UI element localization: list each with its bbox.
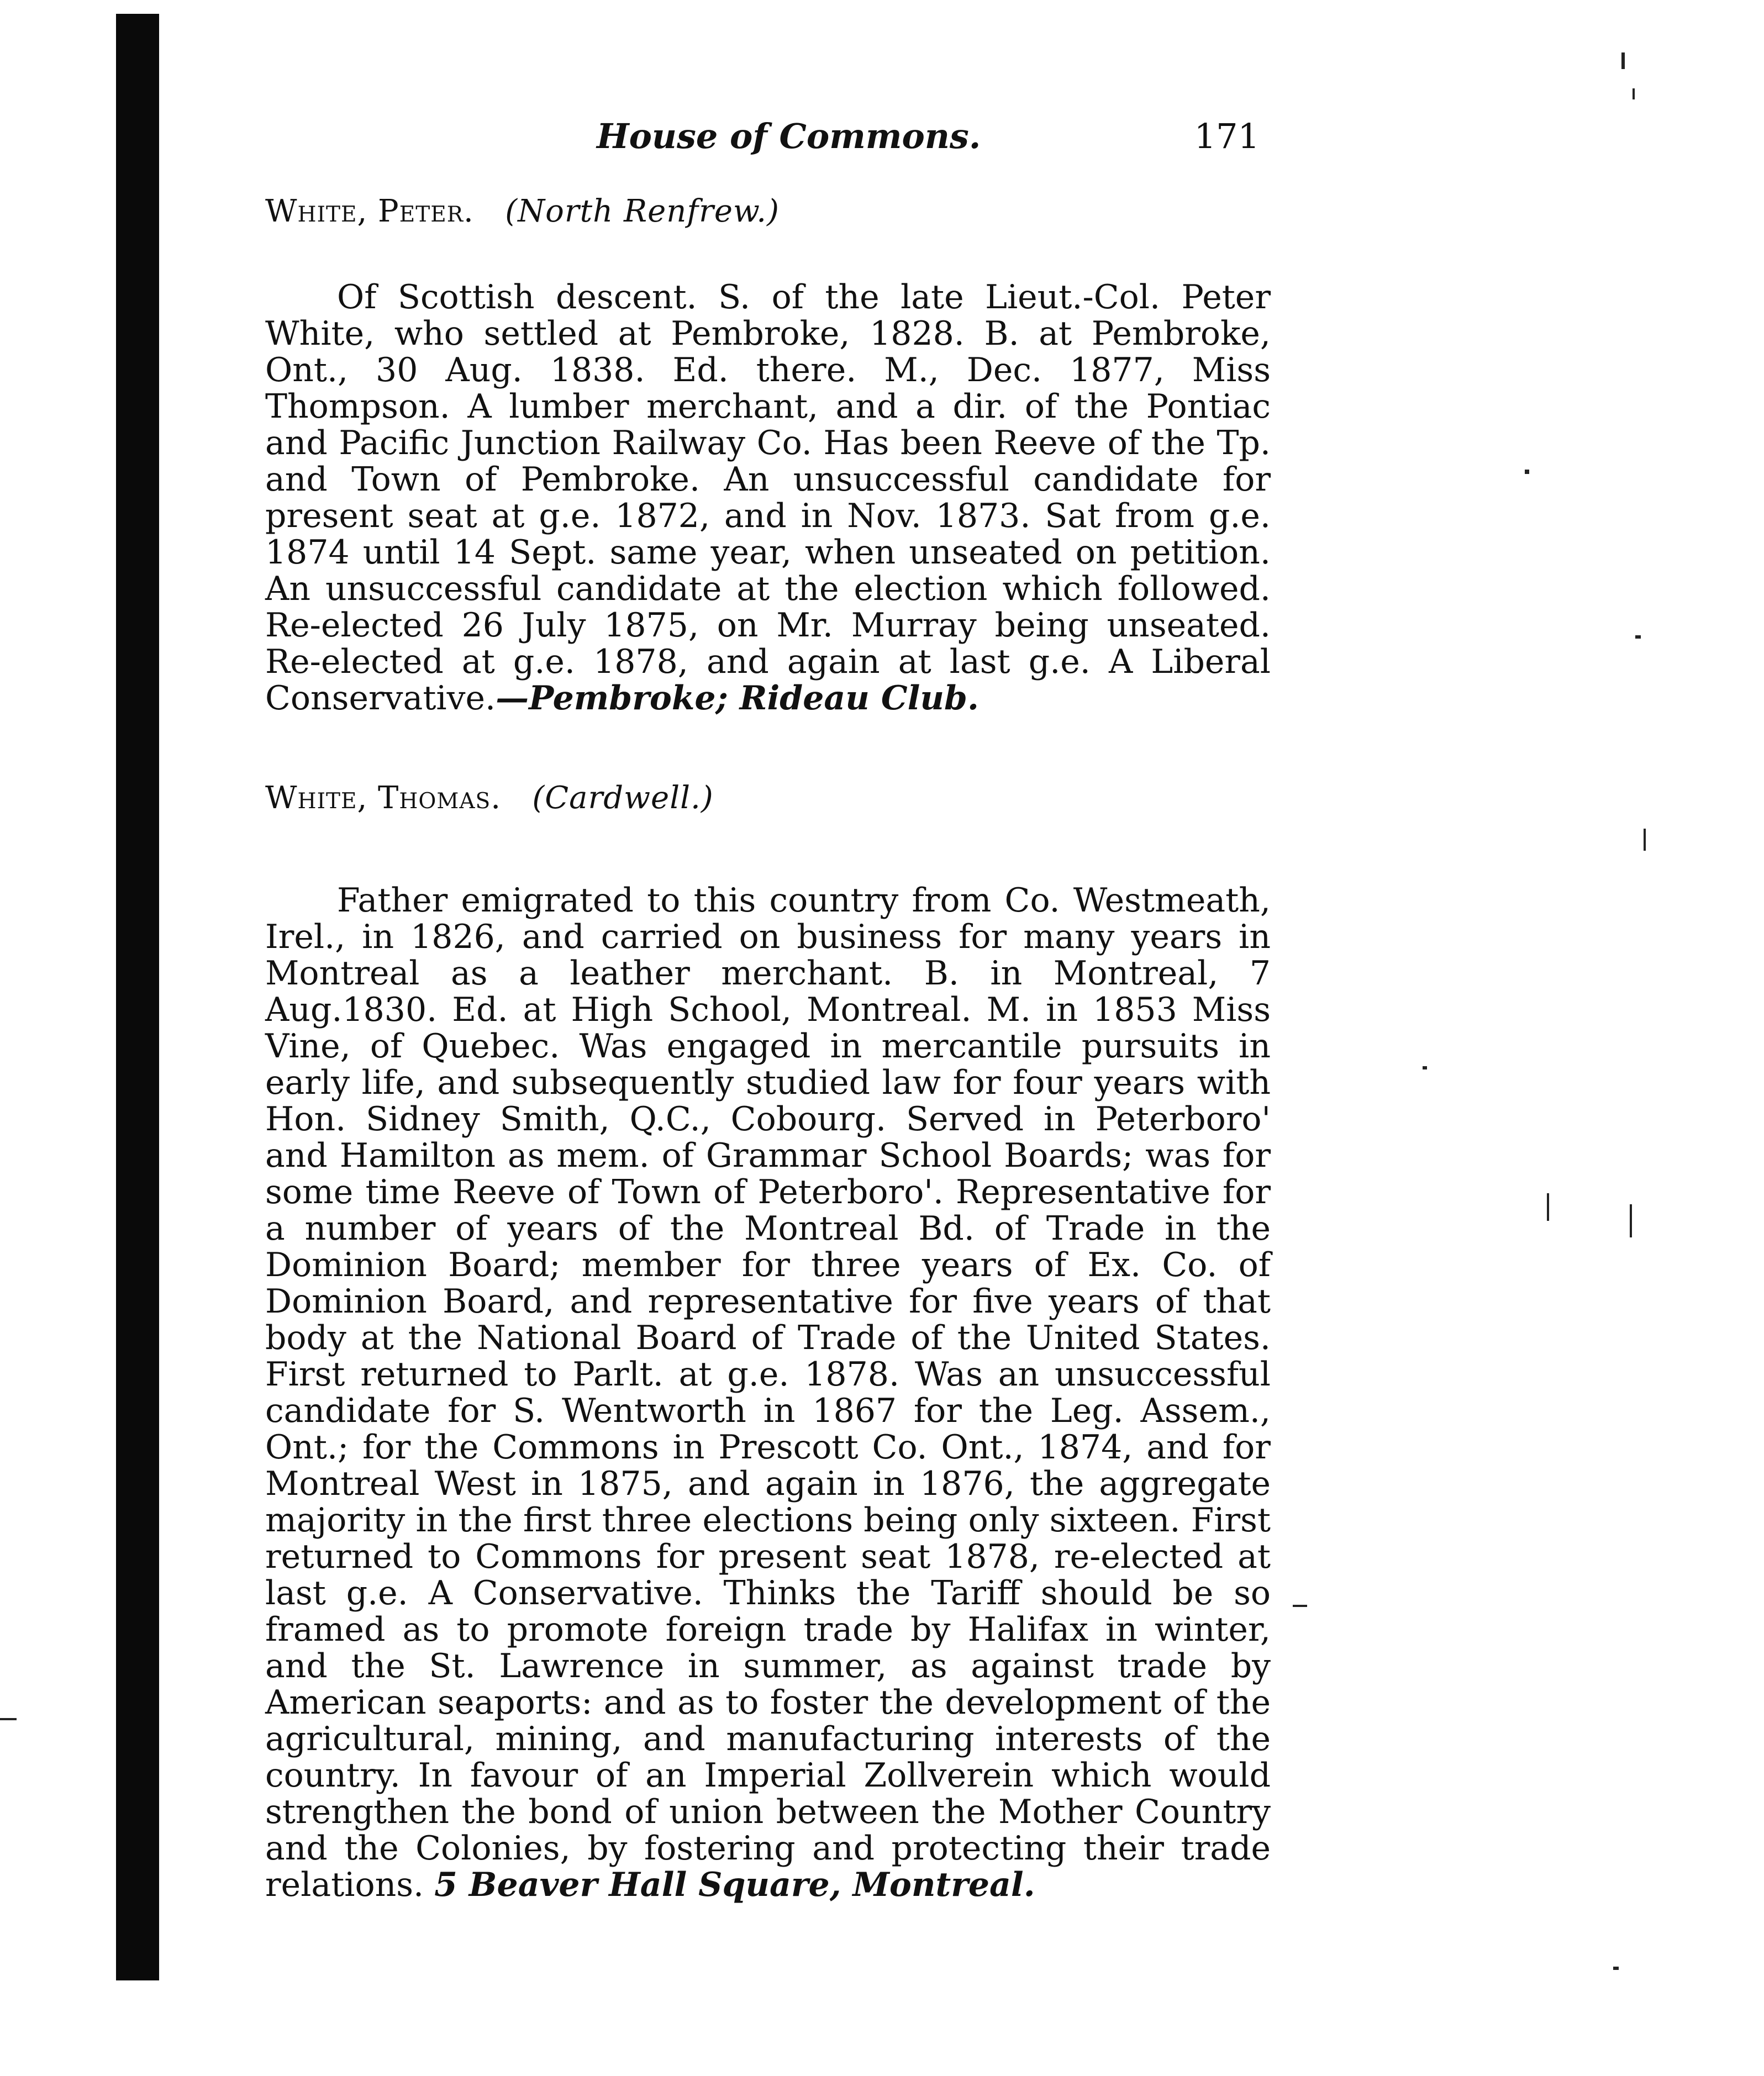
scan-speck — [1635, 635, 1641, 639]
scan-speck — [1293, 1605, 1307, 1607]
scan-speck — [1613, 1967, 1619, 1970]
scan-speck — [1621, 52, 1625, 69]
member-name: White, Thomas. — [265, 780, 502, 816]
entry-biography — [265, 882, 1271, 1903]
running-head — [265, 110, 1271, 171]
entry-heading — [265, 193, 1271, 229]
scan-speck — [1547, 1193, 1549, 1221]
running-title: House of Commons. — [597, 116, 981, 156]
scan-speck — [1630, 1204, 1632, 1237]
member-riding: (Cardwell.) — [532, 780, 714, 816]
book-page — [265, 110, 1271, 1903]
scan-speck — [1423, 1066, 1427, 1069]
member-riding: (North Renfrew.) — [505, 193, 780, 229]
biography-text: Of Scottish descent. S. of the late Lieut.-Col. Peter White, who settled at Pembroke, 1828. B. at Pembroke, Ont., 30 Aug. 1838. Ed. there. M., Dec. 1877, Miss Thompson. A lumber merchant, and a dir. of the Pontiac and Pacific Junction Railway Co. Has been Reeve of the Tp. and Town of Pembroke. An unsuccessful candidate for present seat at g.e. 1872, and in Nov. 1873. Sat from g.e. 1874 until 14 Sept. same year, when unseated on petition. An unsuccessful candidate at the election which followed. Re-elected 26 July 1875, on Mr. Murray being unseated. Re-elected at g.e. 1878, and again at last g.e. A Liberal Conservative. — [265, 278, 1271, 718]
biography-text: Father emigrated to this country from Co. Westmeath, Irel., in 1826, and carried on business for many years in Montreal as a leather merchant. B. in Montreal, 7 Aug.1830. Ed. at High School, Montreal. M. in 1853 Miss Vine, of Quebec. Was engaged in mercantile pursuits in early life, and subsequently studied law for four years with Hon. Sidney Smith, Q.C., Cobourg. Served in Peterboro' and Hamilton as mem. of Grammar School Boards; was for some time Reeve of Town of Peterboro'. Representative for a number of years of the Montreal Bd. of Trade in the Dominion Board; member for three years of Ex. Co. of Dominion Board, and representative for five years of that body at the National Board of Trade of the United States. First returned to Parlt. at g.e. 1878. Was an unsuccessful candidate for S. Wentworth in 1867 for the Leg. Assem., Ont.; for the Commons in Prescott Co. Ont., 1874, and for Montreal West in 1875, and again in 1876, the aggregate majority in the first three elections being only sixteen. First returned to Commons for present seat 1878, re-elected at last g.e. A Conservative. Thinks the Tariff should be so framed as to promote foreign trade by Halifax in winter, and the St. Lawrence in summer, as against trade by American seaports: and as to foster the development of the agricultural, mining, and manufacturing interests of the country. In favour of an Imperial Zollverein which would strengthen the bond of union between the Mother Country and the Colonies, by fostering and protecting their trade relations. — [265, 881, 1271, 1904]
scan-speck — [1633, 88, 1635, 99]
page-number: 171 — [1194, 116, 1260, 156]
member-address: —Pembroke; Rideau Club. — [496, 679, 979, 718]
entry-biography — [265, 279, 1271, 716]
entry-heading — [265, 780, 1271, 816]
scan-speck — [0, 1718, 17, 1720]
member-address: 5 Beaver Hall Square, Montreal. — [434, 1866, 1035, 1904]
scan-speck — [1644, 829, 1646, 851]
member-name: White, Peter. — [265, 193, 474, 229]
scan-speck — [1525, 470, 1529, 474]
scan-binding-edge — [116, 14, 159, 1980]
